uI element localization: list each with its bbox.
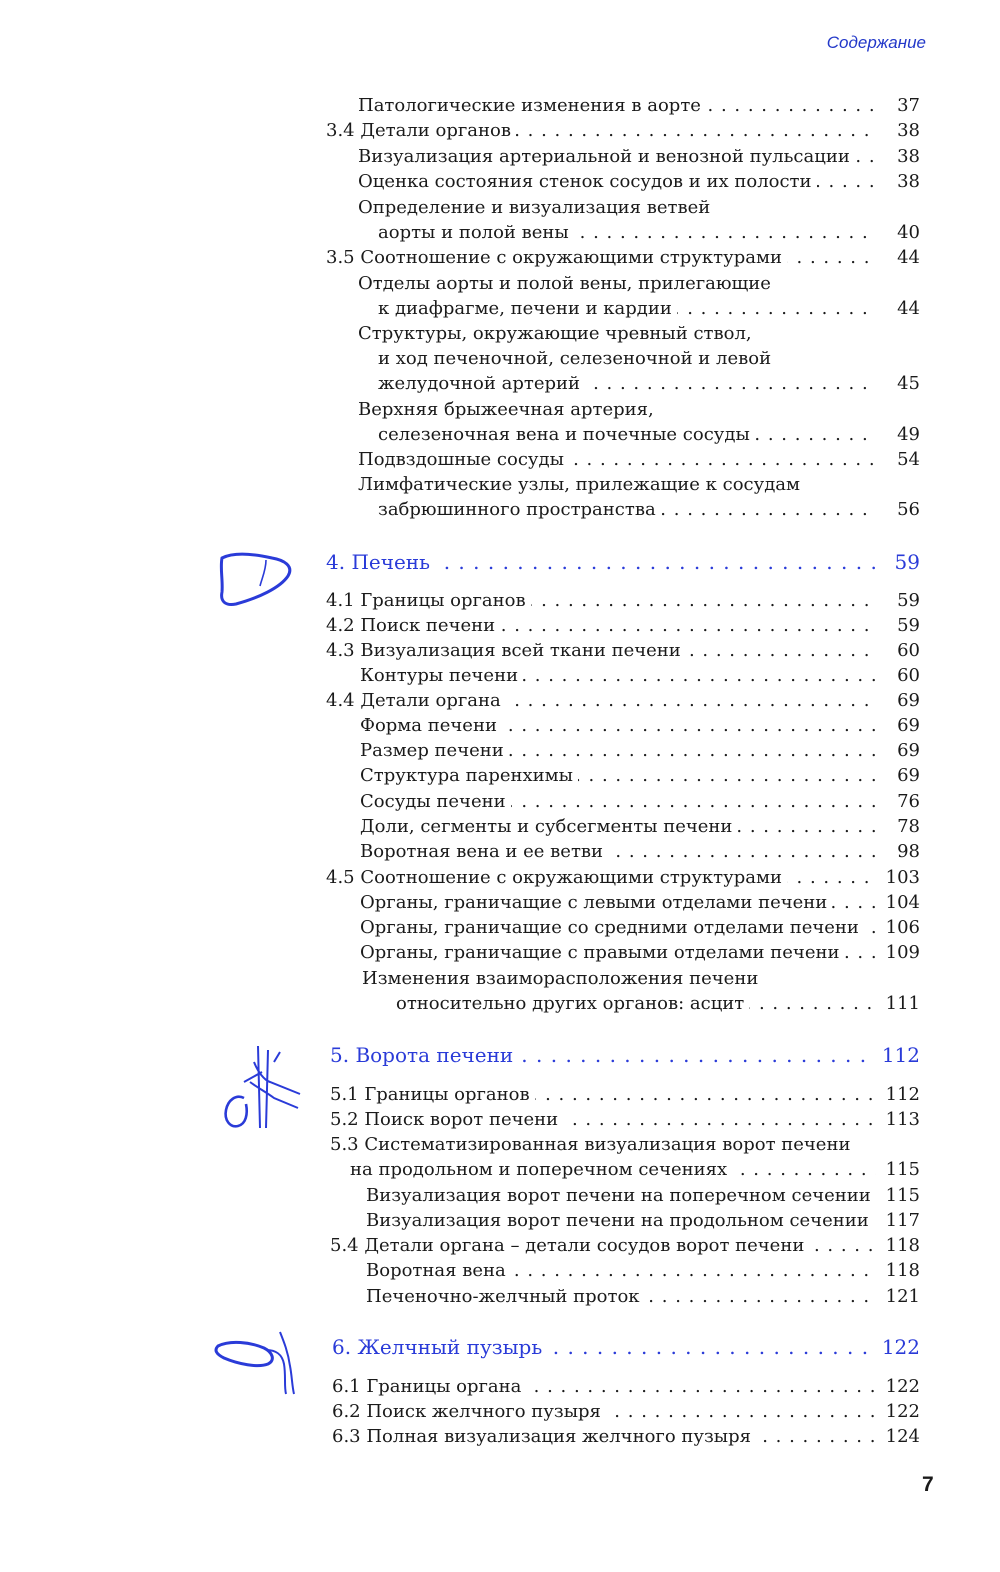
toc-entry-page: 104	[885, 892, 920, 913]
toc-entry[interactable]	[332, 1425, 920, 1449]
toc-entry[interactable]	[330, 1083, 920, 1107]
toc-entry-page: 44	[897, 247, 920, 268]
toc-entry-title: 4.4 Детали органа	[326, 690, 506, 711]
toc-entry[interactable]	[358, 448, 920, 472]
toc-entry[interactable]	[358, 145, 920, 169]
toc-entry-title: селезеночная вена и почечные сосуды	[378, 424, 755, 445]
toc-entry-page: 113	[885, 1109, 920, 1130]
toc-entry-page: 98	[897, 841, 920, 862]
toc-chapter-6[interactable]	[332, 1333, 920, 1361]
toc-entry-title: Подвздошные сосуды	[358, 449, 569, 470]
toc-chapter-page: 112	[881, 1043, 920, 1067]
toc-entry-page: 69	[897, 740, 920, 761]
liver-icon	[214, 548, 298, 610]
toc-entry[interactable]	[326, 246, 920, 270]
toc-entry-page: 118	[885, 1260, 920, 1281]
gallbladder-icon	[210, 1326, 300, 1396]
toc-entry[interactable]	[396, 992, 920, 1016]
toc-entry-title-line: Верхняя брыжеечная артерия,	[358, 399, 654, 420]
toc-entry-title: Патологические изменения в аорте	[358, 95, 706, 116]
toc-chapter-5[interactable]	[330, 1041, 920, 1069]
toc-entry[interactable]	[330, 1234, 920, 1258]
toc-entry-page: 76	[897, 791, 920, 812]
toc-entry[interactable]	[326, 689, 920, 713]
toc-entry-page: 115	[885, 1185, 920, 1206]
toc-entry-page: 106	[885, 917, 920, 938]
toc-chapter-title: 6. Желчный пузырь	[332, 1335, 547, 1359]
toc-entry-page: 45	[897, 373, 920, 394]
toc-entry-title-line: Определение и визуализация ветвей	[358, 197, 711, 218]
toc-entry[interactable]	[332, 1400, 920, 1424]
toc-entry-page: 60	[897, 665, 920, 686]
toc-entry-title: относительно других органов: асцит	[396, 993, 749, 1014]
toc-entry-page: 54	[897, 449, 920, 470]
toc-entry-title: Сосуды печени	[360, 791, 511, 812]
toc-entry[interactable]	[326, 589, 920, 613]
toc-entry-title: Визуализация артериальной и венозной пульсации	[358, 146, 855, 167]
toc-entry-title-line: 5.3 Систематизированная визуализация ворот печени	[330, 1134, 851, 1155]
toc-entry[interactable]	[360, 714, 920, 738]
toc-entry[interactable]	[360, 891, 920, 915]
toc-entry-title-line: Изменения взаиморасположения печени	[362, 968, 759, 989]
toc-chapter-title: 5. Ворота печени	[330, 1043, 518, 1067]
toc-entry-title: Структура паренхимы	[360, 765, 578, 786]
page-number: 7	[922, 1473, 934, 1496]
toc-entry-title: 4.2 Поиск печени	[326, 615, 500, 636]
toc-entry-page: 122	[885, 1376, 920, 1397]
toc-entry-title: 5.2 Поиск ворот печени	[330, 1109, 563, 1130]
toc-entry-page: 103	[885, 867, 920, 888]
toc-entry-title: 4.5 Соотношение с окружающими структурами	[326, 867, 787, 888]
toc-entry-page: 44	[897, 298, 920, 319]
toc-entry[interactable]	[378, 498, 920, 522]
toc-entry-page: 37	[897, 95, 920, 116]
toc-entry-title: Воротная вена	[366, 1260, 511, 1281]
toc-entry-page: 117	[885, 1210, 920, 1231]
toc-entry-title: Визуализация ворот печени на продольном сечении	[366, 1210, 874, 1231]
toc-entry-title: Органы, граничащие с правыми отделами печени	[360, 942, 844, 963]
toc-entry[interactable]	[360, 840, 920, 864]
toc-entry[interactable]	[326, 639, 920, 663]
toc-entry-page: 38	[897, 171, 920, 192]
running-head: Содержание	[826, 33, 926, 52]
toc-entry-title: Размер печени	[360, 740, 509, 761]
toc-chapter-page: 122	[881, 1335, 920, 1359]
toc-entry-title: к диафрагме, печени и кардии	[378, 298, 677, 319]
toc-entry-title: Печеночно-желчный проток	[366, 1286, 645, 1307]
toc-entry[interactable]	[358, 170, 920, 194]
toc-entry-title: 5.1 Границы органов	[330, 1084, 535, 1105]
toc-entry-title: Органы, граничащие с левыми отделами печени	[360, 892, 832, 913]
toc-entry[interactable]	[326, 614, 920, 638]
toc-entry-page: 59	[897, 590, 920, 611]
toc-entry-title-line: Лимфатические узлы, прилежащие к сосудам	[358, 474, 801, 495]
toc-entry[interactable]	[360, 764, 920, 788]
toc-entry-title: 6.2 Поиск желчного пузыря	[332, 1401, 606, 1422]
toc-entry-title: Оценка состояния стенок сосудов и их полости	[358, 171, 817, 192]
toc-entry-title: 3.4 Детали органов	[326, 120, 516, 141]
toc-entry[interactable]	[360, 941, 920, 965]
toc-entry-title-line: Структуры, окружающие чревный ствол,	[358, 323, 752, 344]
toc-chapter-4[interactable]	[326, 548, 920, 576]
toc-entry-title: 4.3 Визуализация всей ткани печени	[326, 640, 686, 661]
toc-entry-title: Визуализация ворот печени на поперечном сечении	[366, 1185, 876, 1206]
toc-entry-title-line: и ход печеночной, селезеночной и левой	[378, 348, 772, 369]
toc-entry-title: 3.5 Соотношение с окружающими структурами	[326, 247, 787, 268]
toc-entry[interactable]	[378, 297, 920, 321]
toc-entry-title: Доли, сегменты и субсегменты печени	[360, 816, 737, 837]
toc-entry[interactable]	[360, 739, 920, 763]
toc-entry[interactable]	[366, 1209, 920, 1233]
toc-entry[interactable]	[332, 1375, 920, 1399]
toc-entry-page: 59	[897, 615, 920, 636]
toc-entry-title: 5.4 Детали органа – детали сосудов ворот печени	[330, 1235, 809, 1256]
toc-entry[interactable]	[330, 1108, 920, 1132]
toc-entry-title: Контуры печени	[360, 665, 523, 686]
toc-entry-page: 109	[885, 942, 920, 963]
toc-entry[interactable]	[326, 119, 920, 143]
toc-chapter-title: 4. Печень	[326, 550, 435, 574]
toc-entry-title: Форма печени	[360, 715, 502, 736]
toc-entry-title: Воротная вена и ее ветви	[360, 841, 608, 862]
toc-entry-title-line: Отделы аорты и полой вены, прилегающие	[358, 273, 771, 294]
toc-entry[interactable]	[366, 1184, 920, 1208]
toc-entry-title: Органы, граничащие со средними отделами печени	[360, 917, 864, 938]
toc-entry-page: 69	[897, 715, 920, 736]
toc-entry-title: на продольном и поперечном сечениях	[350, 1159, 732, 1180]
toc-entry[interactable]	[350, 1158, 920, 1182]
toc-entry[interactable]	[378, 221, 920, 245]
toc-entry[interactable]	[378, 423, 920, 447]
toc-entry[interactable]	[360, 790, 920, 814]
toc-entry-title: 4.1 Границы органов	[326, 590, 531, 611]
toc-entry[interactable]	[366, 1285, 920, 1309]
toc-entry[interactable]	[360, 916, 920, 940]
toc-entry-page: 122	[885, 1401, 920, 1422]
toc-entry-title: желудочной артерий	[378, 373, 585, 394]
toc-entry-title: 6.3 Полная визуализация желчного пузыря	[332, 1426, 756, 1447]
toc-entry-page: 60	[897, 640, 920, 661]
toc-entry-page: 118	[885, 1235, 920, 1256]
toc-entry-title: аорты и полой вены	[378, 222, 574, 243]
toc-entry[interactable]	[360, 664, 920, 688]
toc-entry-title: 6.1 Границы органа	[332, 1376, 526, 1397]
toc-entry-page: 111	[885, 993, 920, 1014]
toc-entry-title: забрюшинного пространства	[378, 499, 661, 520]
toc-entry-page: 69	[897, 765, 920, 786]
toc-entry-page: 40	[897, 222, 920, 243]
toc-entry-page: 121	[885, 1286, 920, 1307]
toc-entry[interactable]	[366, 1259, 920, 1283]
toc-entry[interactable]	[326, 866, 920, 890]
toc-entry-page: 78	[897, 816, 920, 837]
toc-entry-page: 115	[885, 1159, 920, 1180]
toc-chapter-page: 59	[894, 550, 920, 574]
toc-entry[interactable]	[360, 815, 920, 839]
toc-entry-page: 124	[885, 1426, 920, 1447]
toc-entry-page: 38	[897, 120, 920, 141]
toc-entry[interactable]	[358, 94, 920, 118]
liver-hilum-icon	[214, 1042, 304, 1130]
toc-entry-page: 69	[897, 690, 920, 711]
toc-entry-page: 49	[897, 424, 920, 445]
toc-entry-page: 38	[897, 146, 920, 167]
toc-entry[interactable]	[378, 372, 920, 396]
toc-entry-page: 56	[897, 499, 920, 520]
toc-entry-page: 112	[885, 1084, 920, 1105]
